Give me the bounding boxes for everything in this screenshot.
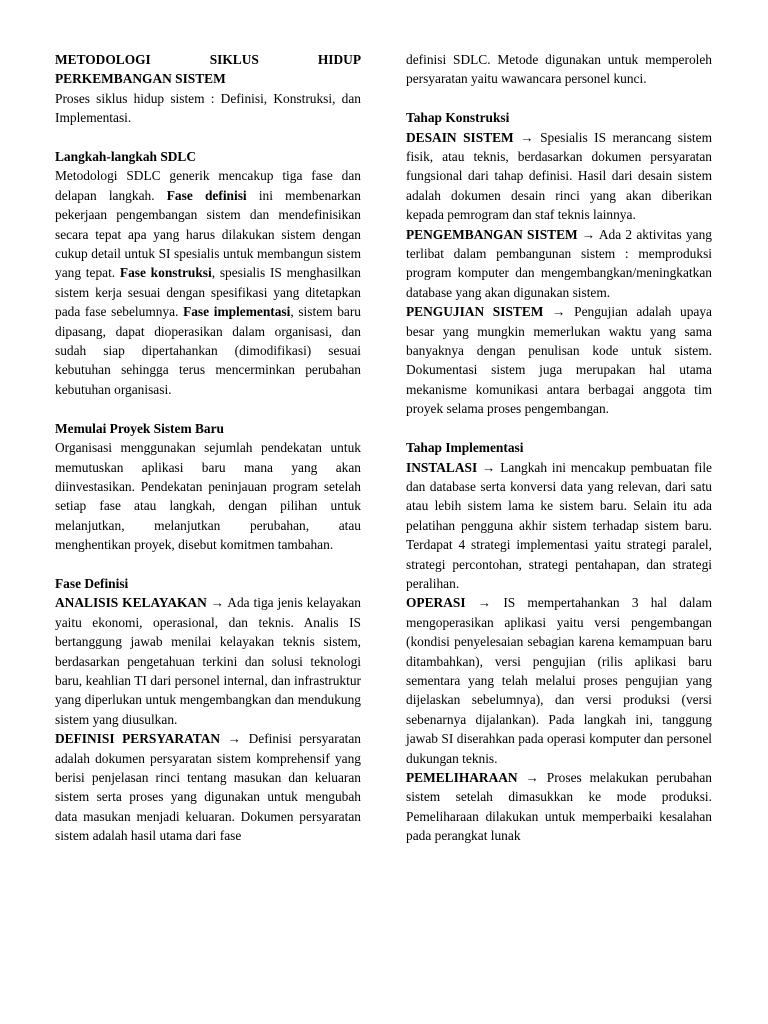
document-title: METODOLOGI SIKLUS HIDUP PERKEMBANGAN SISTEM — [55, 52, 361, 87]
desain-sistem-term: DESAIN SISTEM — [406, 129, 514, 145]
langkah-text-3: , spesialis IS menghasilkan sistem kerja sesuai dengan spesifikasi yang ditetapkan pada fase sebelumnya. — [55, 265, 361, 320]
operasi-text: → IS mempertahankan 3 hal dalam mengoperasikan aplikasi yaitu versi pengembangan (kondisi penyelesaian sebagian karena kemampuan baru ditambahkan), versi pengujian (rilis aplikasi baru sementara yang telah melalui proses pengujian yang dijelaskan sebelumnya), dan versi produksi (versi sebenarnya dijalankan). Pada langkah ini, tanggung jawab SI diserahkan pada operasi komputer dan personel dukungan teknis. — [406, 595, 712, 766]
definisi-persyaratan-term: DEFINISI PERSYARATAN — [55, 731, 221, 747]
langkah-text-1: Metodologi SDLC generik mencakup tiga fase dan delapan langkah. — [55, 168, 361, 203]
continued-paragraph: definisi SDLC. Metode digunakan untuk memperoleh persyaratan yaitu wawancara personel kunci. — [406, 52, 712, 87]
analisis-kelayakan-term: ANALISIS KELAYAKAN — [55, 595, 207, 611]
pengujian-sistem-term: PENGUJIAN SISTEM — [406, 304, 544, 320]
analisis-kelayakan-paragraph — [55, 593, 361, 729]
analisis-kelayakan-text: → Ada tiga jenis kelayakan yaitu ekonomi, operasional, dan teknis. Analis IS bertanggung jawab menilai kelayakan teknis sistem, berdasarkan pengetahuan terkini dan solusi teknologi baru, keahlian TI dari personel internal, dan infrastruktur yang diperlukan untuk mengembangkan dan mendukung sistem yang diusulkan. — [55, 595, 362, 727]
fase-definisi-heading: Fase Definisi — [55, 575, 129, 591]
langkah-sdlc-heading: Langkah-langkah SDLC — [55, 149, 197, 165]
instalasi-term: INSTALASI — [406, 459, 478, 475]
langkah-text-4: , sistem baru dipasang, dapat dioperasikan dalam organisasi, dan sudah siap dipertahankan (dimodifikasi) sesuai kebutuhan sehingga terus mencerminkan perubahan kebutuhan organisasi. — [55, 304, 362, 397]
operasi-paragraph — [406, 593, 712, 768]
pengujian-sistem-text: → Pengujian adalah upaya besar yang mungkin memerlukan waktu yang sama banyaknya dengan penulisan kode untuk sistem. Dokumentasi sistem juga merupakan hal utama mekanisme komunikasi antara berbagai anggota tim proyek selama proses pengembangan. — [406, 304, 712, 417]
definisi-persyaratan-paragraph — [55, 729, 361, 845]
fase-implementasi-term: Fase implementasi — [183, 304, 291, 320]
pemeliharaan-term: PEMELIHARAAN — [406, 770, 518, 785]
instalasi-text: → Langkah ini mencakup pembuatan file dan database serta konversi data yang relevan, dari satu atau lebih sistem lama ke sistem baru. Selain itu ada pelatihan pengguna akhir sistem terhadap sistem baru. Terdapat 4 strategi implementasi yaitu strategi paralel, strategi percontohan, strategi pentahapan, dan strategi peralihan. — [406, 459, 712, 591]
pengembangan-sistem-text: → Ada 2 aktivitas yang terlibat dalam pembangunan sistem : memproduksi program komputer dan mengembangkan/meningkatkan database yang akan digunakan sistem. — [406, 226, 712, 300]
desain-sistem-text: → Spesialis IS merancang sistem fisik, atau teknis, berdasarkan dokumen persyaratan fungsional dari tahap definisi. Hasil dari desain sistem adalah dokumen desain rinci yang akan diberikan kepada pemrogram dan staf teknis lainnya. — [406, 129, 712, 223]
memulai-proyek-heading: Memulai Proyek Sistem Baru — [55, 420, 224, 436]
fase-konstruksi-term: Fase konstruksi — [119, 265, 212, 281]
definisi-persyaratan-text: → Definisi persyaratan adalah dokumen persyaratan sistem komprehensif yang berisi penjelasan rinci tentang masukan dan keluaran sistem serta proses yang digunakan untuk mengubah data masukan menjadi keluaran. Dokumen persyaratan sistem adalah hasil utama dari fase — [55, 731, 361, 844]
desain-sistem-paragraph — [406, 128, 712, 225]
pemeliharaan-paragraph — [406, 768, 712, 846]
operasi-term: OPERASI — [406, 595, 466, 611]
tahap-konstruksi-heading: Tahap Konstruksi — [406, 110, 510, 126]
fase-definisi-term: Fase definisi — [166, 187, 247, 203]
langkah-sdlc-paragraph — [55, 166, 361, 399]
intro-paragraph: Proses siklus hidup sistem : Definisi, Konstruksi, dan Implementasi. — [55, 90, 361, 126]
memulai-proyek-paragraph: Organisasi menggunakan sejumlah pendekatan untuk memutuskan aplikasi baru mana yang akan diinvestasikan. Pendekatan peninjauan program setelah setiap fase atau langkah, dengan pilihan untuk melanjutkan, melanjutkan perubahan, atau menghentikan proyek, disebut komitmen tambahan. — [55, 440, 361, 553]
pengembangan-sistem-paragraph — [406, 225, 712, 303]
pemeliharaan-text: → Proses melakukan perubahan sistem setelah dimasukkan ke mode produksi. Pemeliharaan dilakukan untuk memperbaiki kesalahan pada perangkat lunak — [406, 770, 712, 844]
tahap-implementasi-heading: Tahap Implementasi — [406, 440, 524, 456]
pengembangan-sistem-term: PENGEMBANGAN SISTEM — [406, 226, 578, 242]
right-column — [406, 50, 712, 846]
pengujian-sistem-paragraph — [406, 302, 712, 418]
langkah-text-2: ini membenarkan pekerjaan pengembangan sistem dan mendefinisikan secara tepat apa yang harus dilakukan sistem dengan cukup detail untuk SI spesialis untuk membangun sistem yang tepat. — [55, 187, 361, 281]
instalasi-paragraph — [406, 458, 712, 594]
left-column — [55, 50, 361, 846]
